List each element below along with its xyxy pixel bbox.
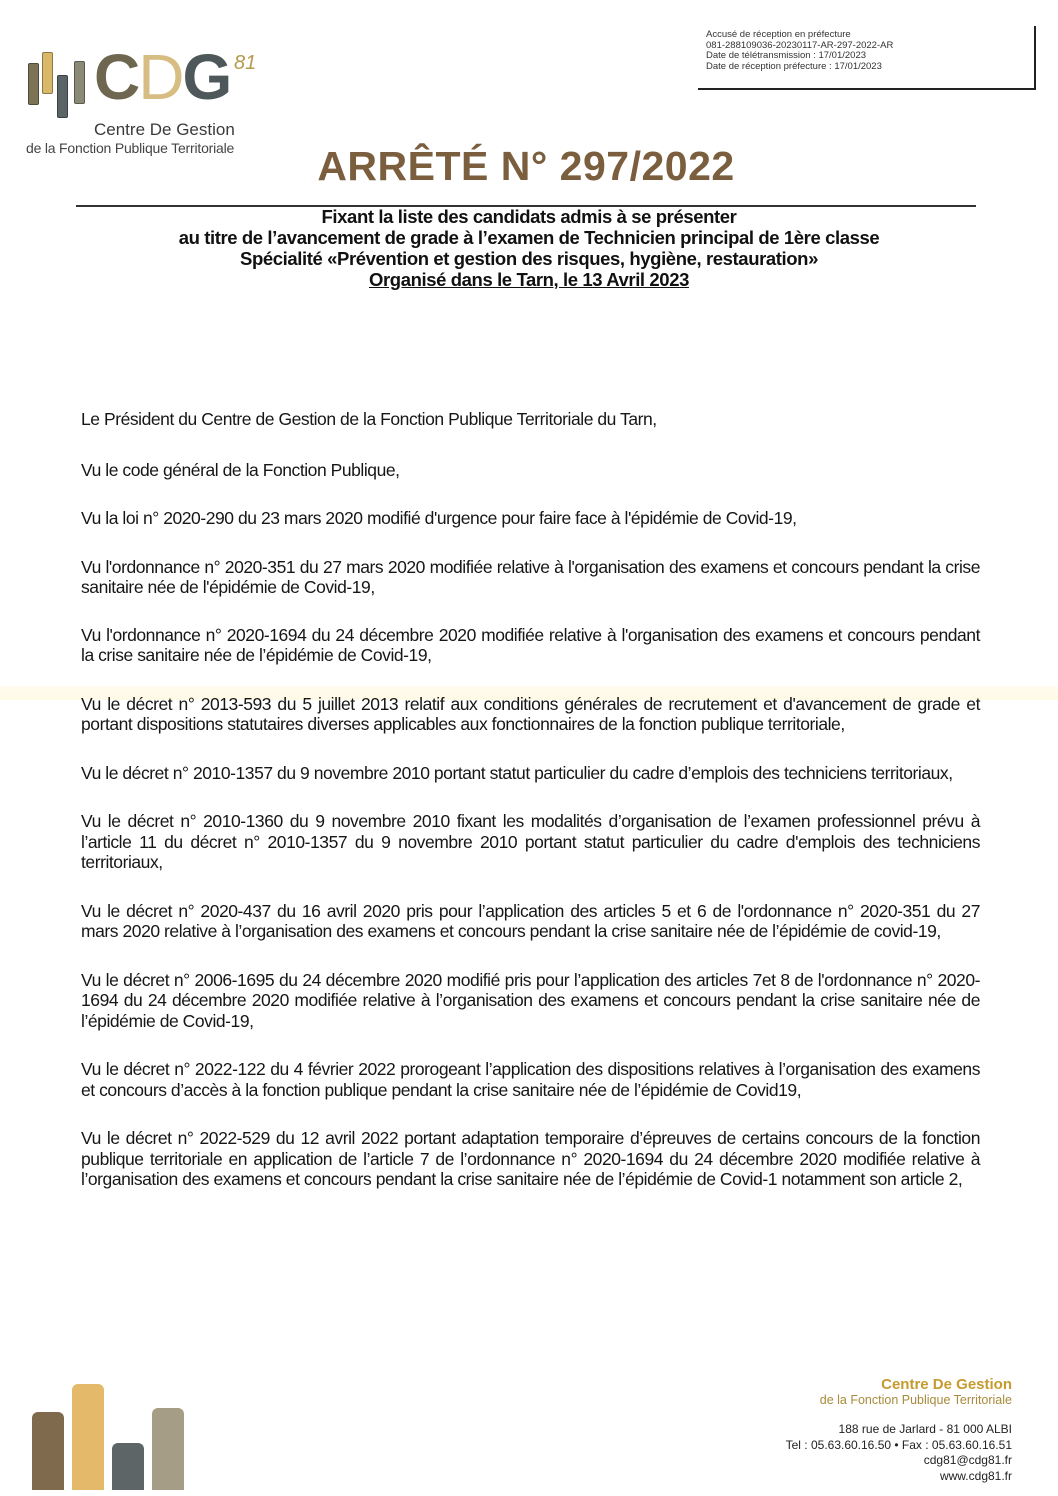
logo-wordmark: CDG (94, 41, 231, 113)
document-title: ARRÊTÉ N° 297/2022 (317, 143, 735, 189)
body-paragraph: Le Président du Centre de Gestion de la Fonction Publique Territoriale du Tarn, (81, 409, 657, 429)
body-paragraph: Vu le décret n° 2010-1357 du 9 novembre 2010 portant statut particulier du cadre d’emplois des techniciens territoriaux, (81, 762, 953, 783)
logo-org-name: Centre De Gestion (94, 120, 235, 139)
body-paragraph: Vu le décret n° 2010-1360 du 9 novembre 2010 fixant les modalités d’organisation de l’examen professionnel prévu à l’article 11 du décret n° 2010-1357 du 9 novembre 2010 portant statut particulier du cadre d'emplois des techniciens territoriaux, (81, 811, 980, 872)
footer-contact (786, 1376, 1012, 1484)
footer-address-block (786, 1422, 1012, 1484)
body-paragraph: Vu l'ordonnance n° 2020-351 du 27 mars 2020 modifiée relative à l'organisation des examens et concours pendant la crise sanitaire née de l'épidémie de Covid-19, (81, 556, 980, 597)
body-paragraph: Vu le décret n° 2022-122 du 4 février 2022 prorogeant l’application des dispositions relatives à l’organisation des examens et concours d’accès à la fonction publique pendant la crise sanitaire née de l’épidémie de Covid19, (81, 1059, 980, 1100)
footer-org-subname: de la Fonction Publique Territoriale (819, 1393, 1012, 1407)
receipt-reference: 081-288109036-20230117-AR-297-2022-AR (706, 39, 894, 51)
body-paragraph: Vu le décret n° 2022-529 du 12 avril 2022 portant adaptation temporaire d’épreuves de certains concours de la fonction publique territoriale en application de l’article 7 de l’ordonnance n° 2020-1694 du 24 décembre 2020 modifiée relative à l’organisation des examens et concours pendant la crise sanitaire née de l’épidémie de Covid-1 notamment son article 2, (81, 1128, 980, 1189)
subtitle-speciality: Spécialité «Prévention et gestion des risques, hygiène, restauration» (240, 248, 818, 269)
logo-department-number: 81 (234, 52, 257, 74)
footer-address: 188 rue de Jarlard - 81 000 ALBI (838, 1422, 1012, 1436)
document-body (81, 409, 980, 1190)
body-paragraph: Vu le décret n° 2006-1695 du 24 décembre 2020 modifié pris pour l’application des articles 7et 8 de l'ordonnance n° 2020-1694 du 24 décembre 2020 modifiée relative à l’organisation des examens et concours pendant la crise sanitaire née de l’épidémie de Covid-19, (81, 969, 980, 1031)
receipt-transmission-date: Date de télétransmission : 17/01/2023 (706, 50, 867, 61)
document-subtitle (0, 206, 1058, 290)
footer-bar-icon (72, 1384, 104, 1490)
logo-bar-icon (28, 63, 39, 105)
subtitle-line: Fixant la liste des candidats admis à se présenter (321, 206, 737, 227)
receipt-line: Accusé de réception en préfecture (706, 29, 851, 40)
logo-org-subname: de la Fonction Publique Territoriale (26, 140, 235, 156)
logo-bar-icon (57, 75, 68, 118)
footer-bar-icon (32, 1412, 64, 1490)
body-paragraph: Vu la loi n° 2020-290 du 23 mars 2020 modifié d'urgence pour faire face à l'épidémie de Covid-19, (81, 508, 797, 528)
footer-org-name: Centre De Gestion (881, 1376, 1012, 1393)
body-paragraph: Vu le code général de la Fonction Publique, (81, 459, 400, 480)
footer-website[interactable]: www.cdg81.fr (939, 1468, 1012, 1483)
subtitle-location-date: Organisé dans le Tarn, le 13 Avril 2023 (369, 269, 689, 290)
footer-bar-icon (152, 1408, 184, 1490)
logo-bar-icon (42, 52, 53, 94)
body-paragraph: Vu le décret n° 2020-437 du 16 avril 2020 pris pour l’application des articles 5 et 6 de l'ordonnance n° 2020-351 du 27 mars 2020 relative à l’organisation des examens et concours pendant la crise sanitaire née de l’épidémie de covid-19, (81, 900, 980, 941)
subtitle-line: au titre de l’avancement de grade à l’examen de Technicien principal de 1ère classe (178, 227, 880, 248)
prefecture-receipt-stamp (698, 26, 1036, 90)
footer-email[interactable]: cdg81@cdg81.fr (923, 1453, 1012, 1467)
logo-bar-icon (74, 61, 85, 104)
footer-bar-icon (112, 1443, 144, 1490)
footer-phone-fax: Tel : 05.63.60.16.50 • Fax : 05.63.60.16.51 (785, 1437, 1012, 1452)
body-paragraph: Vu le décret n° 2013-593 du 5 juillet 2013 relatif aux conditions générales de recrutement et d'avancement de grade et portant dispositions statutaires diverses applicables aux fonctionnaires de la fonction publique territoriale, (81, 693, 980, 734)
body-paragraph: Vu l'ordonnance n° 2020-1694 du 24 décembre 2020 modifiée relative à l'organisation des examens et concours pendant la crise sanitaire née de l’épidémie de Covid-19, (81, 624, 980, 665)
footer-logo-bars (30, 1372, 190, 1496)
receipt-reception-date: Date de réception préfecture : 17/01/2023 (706, 60, 882, 72)
